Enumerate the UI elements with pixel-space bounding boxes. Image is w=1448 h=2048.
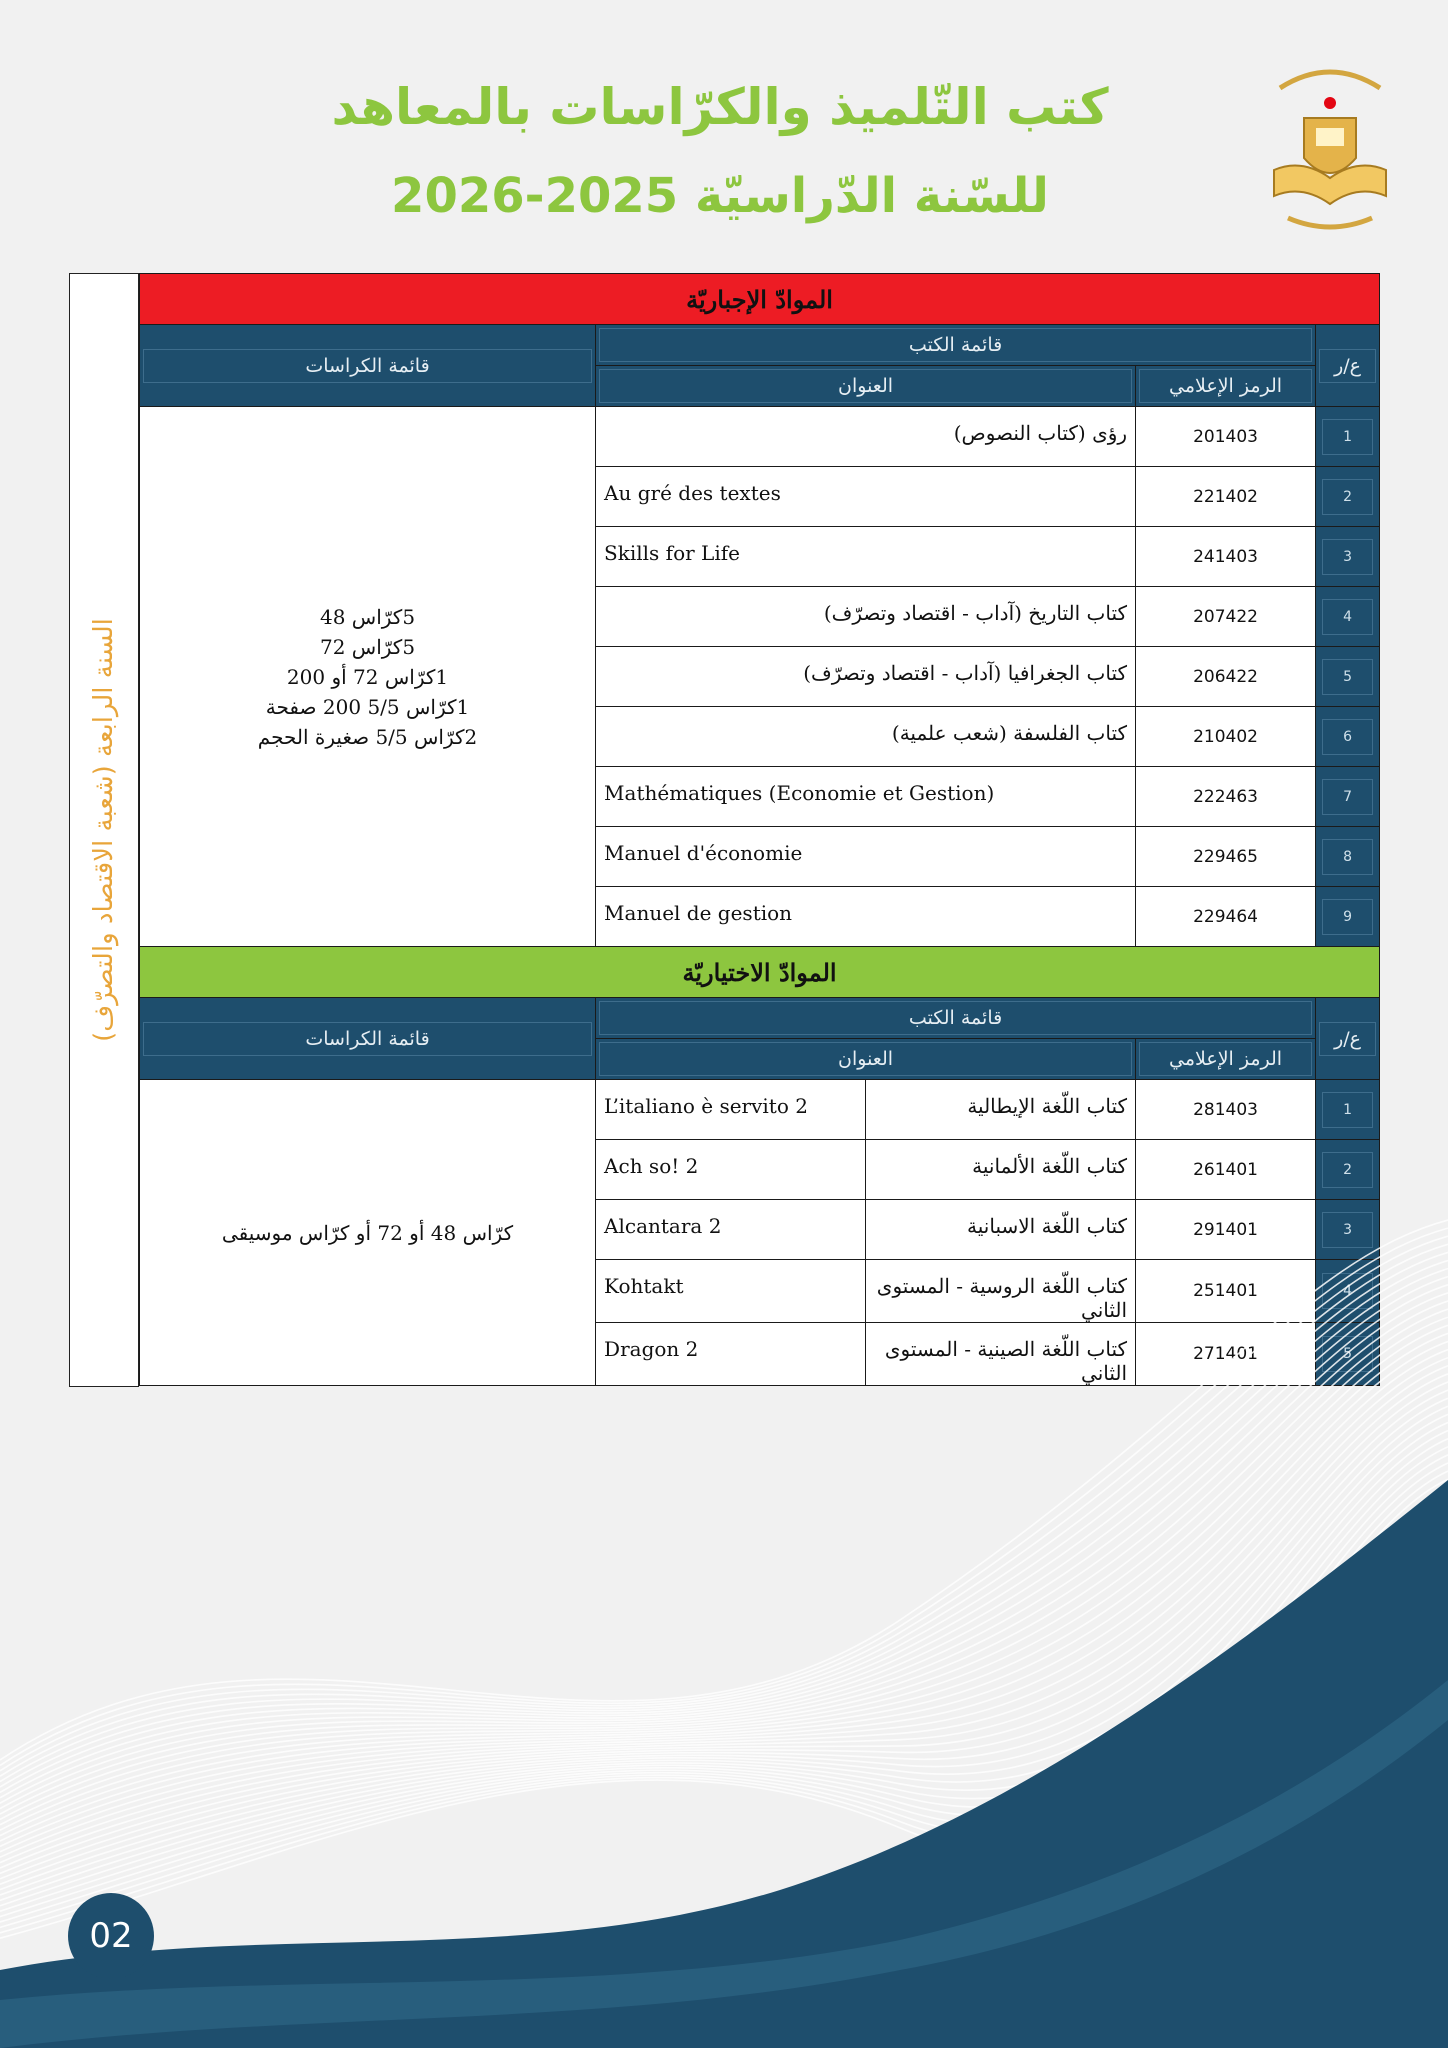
book-code: 222463 xyxy=(1136,767,1316,827)
book-title: Manuel d'économie xyxy=(596,827,1136,887)
row-number xyxy=(1316,1140,1380,1200)
row-number xyxy=(1316,467,1380,527)
book-title: Mathématiques (Economie et Gestion) xyxy=(596,767,1136,827)
col-title-header xyxy=(596,366,1136,407)
col-books-label: قائمة الكتب xyxy=(599,328,1312,362)
book-title: كتاب الجغرافيا (آداب - اقتصاد وتصرّف) xyxy=(596,647,1136,707)
col-notebooks-label: قائمة الكراسات xyxy=(143,349,592,383)
col-title-header xyxy=(596,1039,1136,1080)
book-code: 241403 xyxy=(1136,527,1316,587)
col-code-header xyxy=(1136,1039,1316,1080)
book-title-arabic: كتاب اللّغة الإيطالية xyxy=(866,1080,1136,1140)
table-row xyxy=(140,1080,1380,1140)
row-number-label: 3 xyxy=(1322,539,1373,575)
row-number-label: 5 xyxy=(1322,1336,1373,1372)
book-title: كتاب الفلسفة (شعب علمية) xyxy=(596,707,1136,767)
row-number-label: 1 xyxy=(1322,419,1373,455)
optional-section-heading: الموادّ الاختياريّة xyxy=(140,947,1380,998)
notebook-item: 1كرّاس 5/5 200 صفحة xyxy=(265,694,470,719)
col-books-header xyxy=(596,998,1316,1039)
row-number xyxy=(1316,587,1380,647)
col-num-label: ع/ر xyxy=(1319,1022,1376,1056)
book-code: 291401 xyxy=(1136,1200,1316,1260)
row-number-label: 4 xyxy=(1322,599,1373,635)
book-code: 271401 xyxy=(1136,1323,1316,1386)
book-title-arabic: كتاب اللّغة الألمانية xyxy=(866,1140,1136,1200)
col-books-header xyxy=(596,325,1316,366)
book-title: Skills for Life xyxy=(596,527,1136,587)
page-title: كتب التّلميذ والكرّاسات بالمعاهد xyxy=(331,78,1109,136)
book-title: Au gré des textes xyxy=(596,467,1136,527)
col-code-label: الرمز الإعلامي xyxy=(1139,1042,1312,1076)
book-title-foreign: Ach so! 2 xyxy=(596,1140,866,1200)
row-number-label: 3 xyxy=(1322,1212,1373,1248)
book-code: 251401 xyxy=(1136,1260,1316,1323)
col-notebooks-header xyxy=(140,998,596,1080)
notebooks-list xyxy=(140,407,596,947)
book-title-foreign: L’italiano è servito 2 xyxy=(596,1080,866,1140)
book-code: 281403 xyxy=(1136,1080,1316,1140)
book-title-arabic: كتاب اللّغة الصينية - المستوى الثاني xyxy=(866,1323,1136,1386)
book-title: كتاب التاريخ (آداب - اقتصاد وتصرّف) xyxy=(596,587,1136,647)
col-books-label: قائمة الكتب xyxy=(599,1001,1312,1035)
col-num-label: ع/ر xyxy=(1319,349,1376,383)
book-title-arabic: كتاب اللّغة الروسية - المستوى الثاني xyxy=(866,1260,1136,1323)
notebook-item: 1كرّاس 72 أو 200 xyxy=(286,664,449,689)
book-title: رؤى (كتاب النصوص) xyxy=(596,407,1136,467)
col-num-header xyxy=(1316,325,1380,407)
row-number xyxy=(1316,887,1380,947)
col-title-label: العنوان xyxy=(599,369,1132,403)
book-code: 221402 xyxy=(1136,467,1316,527)
book-title-foreign: Alcantara 2 xyxy=(596,1200,866,1260)
row-number-label: 9 xyxy=(1322,899,1373,935)
side-label: السنة الرابعة (شعبة الاقتصاد والتصرّف) xyxy=(89,618,119,1042)
book-title-arabic: كتاب اللّغة الاسبانية xyxy=(866,1200,1136,1260)
mandatory-section-heading: الموادّ الإجباريّة xyxy=(140,274,1380,325)
table-row xyxy=(140,407,1380,467)
page-number: 02 xyxy=(68,1893,154,1979)
book-title: Manuel de gestion xyxy=(596,887,1136,947)
row-number xyxy=(1316,407,1380,467)
row-number xyxy=(1316,767,1380,827)
ministry-logo-icon xyxy=(1266,58,1394,238)
book-code: 261401 xyxy=(1136,1140,1316,1200)
notebook-item: 5كرّاس 72 xyxy=(319,634,416,659)
col-notebooks-label: قائمة الكراسات xyxy=(143,1022,592,1056)
book-code: 229465 xyxy=(1136,827,1316,887)
row-number-label: 6 xyxy=(1322,719,1373,755)
page-subtitle: للسّنة الدّراسيّة 2025-2026 xyxy=(391,168,1049,224)
row-number xyxy=(1316,707,1380,767)
row-number-label: 2 xyxy=(1322,479,1373,515)
decorative-wave xyxy=(0,1200,1448,2048)
col-code-label: الرمز الإعلامي xyxy=(1139,369,1312,403)
optional-notebooks: كرّاس 48 أو 72 أو كرّاس موسيقى xyxy=(140,1080,596,1386)
notebook-item: 5كرّاس 48 xyxy=(319,604,416,629)
book-code: 201403 xyxy=(1136,407,1316,467)
row-number-label: 2 xyxy=(1322,1152,1373,1188)
book-title-foreign: Kohtakt xyxy=(596,1260,866,1323)
book-code: 210402 xyxy=(1136,707,1316,767)
row-number-label: 8 xyxy=(1322,839,1373,875)
row-number-label: 7 xyxy=(1322,779,1373,815)
row-number xyxy=(1316,647,1380,707)
book-code: 229464 xyxy=(1136,887,1316,947)
row-number-label: 4 xyxy=(1322,1273,1373,1309)
col-num-header xyxy=(1316,998,1380,1080)
row-number-label: 1 xyxy=(1322,1092,1373,1128)
row-number xyxy=(1316,827,1380,887)
col-code-header xyxy=(1136,366,1316,407)
notebook-item: 2كرّاس 5/5 صغيرة الحجم xyxy=(257,724,478,749)
book-title-foreign: Dragon 2 xyxy=(596,1323,866,1386)
col-notebooks-header xyxy=(140,325,596,407)
row-number xyxy=(1316,1080,1380,1140)
book-code: 206422 xyxy=(1136,647,1316,707)
col-title-label: العنوان xyxy=(599,1042,1132,1076)
row-number-label: 5 xyxy=(1322,659,1373,695)
row-number xyxy=(1316,527,1380,587)
book-code: 207422 xyxy=(1136,587,1316,647)
